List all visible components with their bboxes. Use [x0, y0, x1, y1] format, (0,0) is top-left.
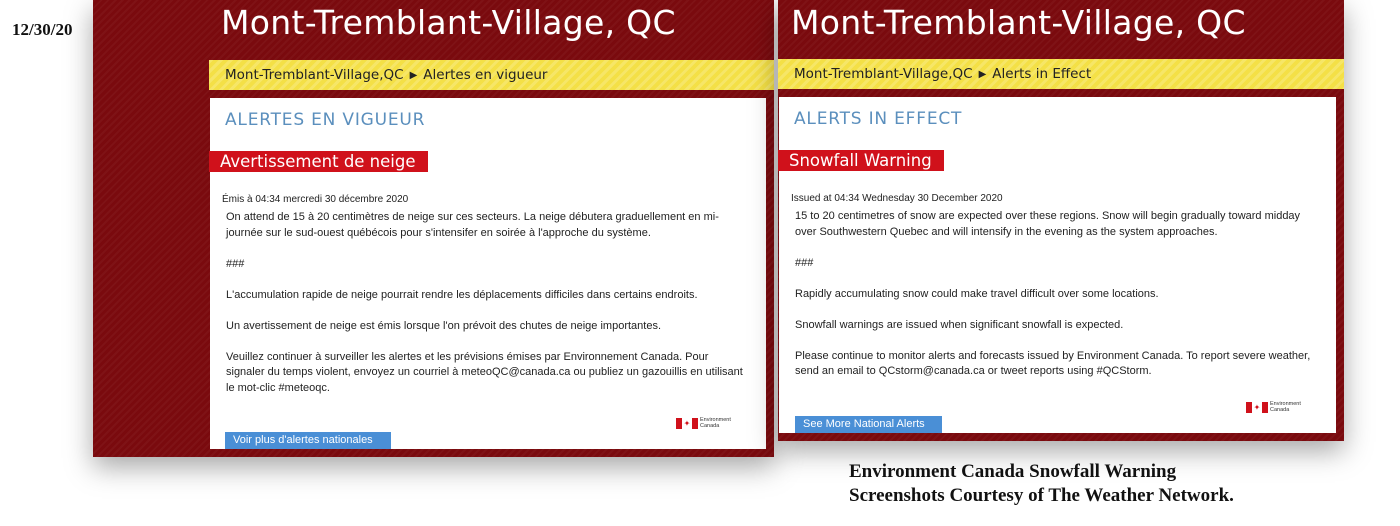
english-alert-panel: [778, 0, 1344, 441]
canada-flag-icon: ✦: [1246, 402, 1268, 413]
more-national-alerts-button[interactable]: Voir plus d'alertes nationales: [225, 432, 391, 449]
logo-text-line1: Environment: [700, 417, 731, 423]
date-stamp: 12/30/20: [12, 20, 73, 39]
canada-flag-icon: ✦: [676, 418, 698, 429]
city-title: Mont-Tremblant-Village, QC: [221, 3, 676, 42]
alert-body: [226, 210, 746, 412]
logo-text-line1: Environment: [1270, 401, 1301, 407]
image-caption: [849, 460, 1234, 508]
alert-paragraph: Snowfall warnings are issued when significant snowfall is expected.: [795, 318, 1124, 331]
breadcrumb-location-link[interactable]: Mont-Tremblant-Village,QC: [225, 67, 404, 83]
logo-text-line2: Canada: [700, 423, 720, 429]
issued-timestamp: Issued at 04:34 Wednesday 30 December 2020: [791, 193, 1003, 204]
city-title: Mont-Tremblant-Village, QC: [791, 3, 1246, 42]
alert-paragraph: Veuillez continuer à surveiller les alertes et les prévisions émises par Environnement Canada. Pour signaler du temps violent, envoyez un courriel à meteoQC@canada.ca ou publiez un gazouillis en utilisant le mot-clic #meteoqc.: [226, 350, 743, 394]
breadcrumb-arrow-icon: ▶: [409, 70, 418, 81]
logo-text-line2: Canada: [1270, 407, 1290, 413]
issued-timestamp: Émis à 04:34 mercredi 30 décembre 2020: [222, 194, 409, 205]
more-national-alerts-button[interactable]: See More National Alerts: [795, 416, 942, 433]
alert-body: [795, 209, 1315, 395]
warning-title-badge: Snowfall Warning: [778, 150, 944, 171]
alert-card: [210, 98, 766, 449]
breadcrumb-current-page: Alertes en vigueur: [423, 67, 548, 83]
alert-card: [779, 97, 1336, 433]
caption-line2: Screenshots Courtesy of The Weather Network.: [849, 485, 1234, 506]
warning-title-badge: Avertissement de neige: [209, 151, 428, 172]
french-alert-panel: [93, 0, 774, 457]
alert-paragraph: Rapidly accumulating snow could make travel difficult over some locations.: [795, 287, 1159, 300]
environment-canada-logo: [1246, 401, 1301, 413]
alert-paragraph: Un avertissement de neige est émis lorsque l'on prévoit des chutes de neige importantes.: [226, 319, 662, 332]
environment-canada-logo: [676, 417, 731, 429]
alert-paragraph: Please continue to monitor alerts and forecasts issued by Environment Canada. To report severe weather, send an email to QCstorm@canada.ca or tweet reports using #QCStorm.: [795, 349, 1311, 377]
alerts-heading: ALERTES EN VIGUEUR: [225, 110, 426, 130]
breadcrumb: [778, 59, 1344, 89]
alert-paragraph: On attend de 15 à 20 centimètres de neige sur ces secteurs. La neige débutera graduellement en mi-journée sur le sud-ouest québécois pour s'intensifer en soirée à l'approche du système.: [226, 211, 719, 239]
alerts-heading: ALERTS IN EFFECT: [794, 109, 963, 129]
breadcrumb: [209, 60, 774, 90]
breadcrumb-arrow-icon: ▶: [978, 69, 987, 80]
alert-paragraph: ###: [795, 256, 814, 269]
breadcrumb-location-link[interactable]: Mont-Tremblant-Village,QC: [794, 66, 973, 82]
breadcrumb-current-page: Alerts in Effect: [992, 66, 1092, 82]
alert-paragraph: L'accumulation rapide de neige pourrait rendre les déplacements difficiles dans certains endroits.: [226, 288, 698, 301]
caption-line1: Environment Canada Snowfall Warning: [849, 461, 1177, 482]
alert-paragraph: ###: [226, 257, 245, 270]
alert-paragraph: 15 to 20 centimetres of snow are expected over these regions. Snow will begin gradually toward midday over Southwestern Quebec and will intensify in the evening as the system approaches.: [795, 210, 1301, 238]
